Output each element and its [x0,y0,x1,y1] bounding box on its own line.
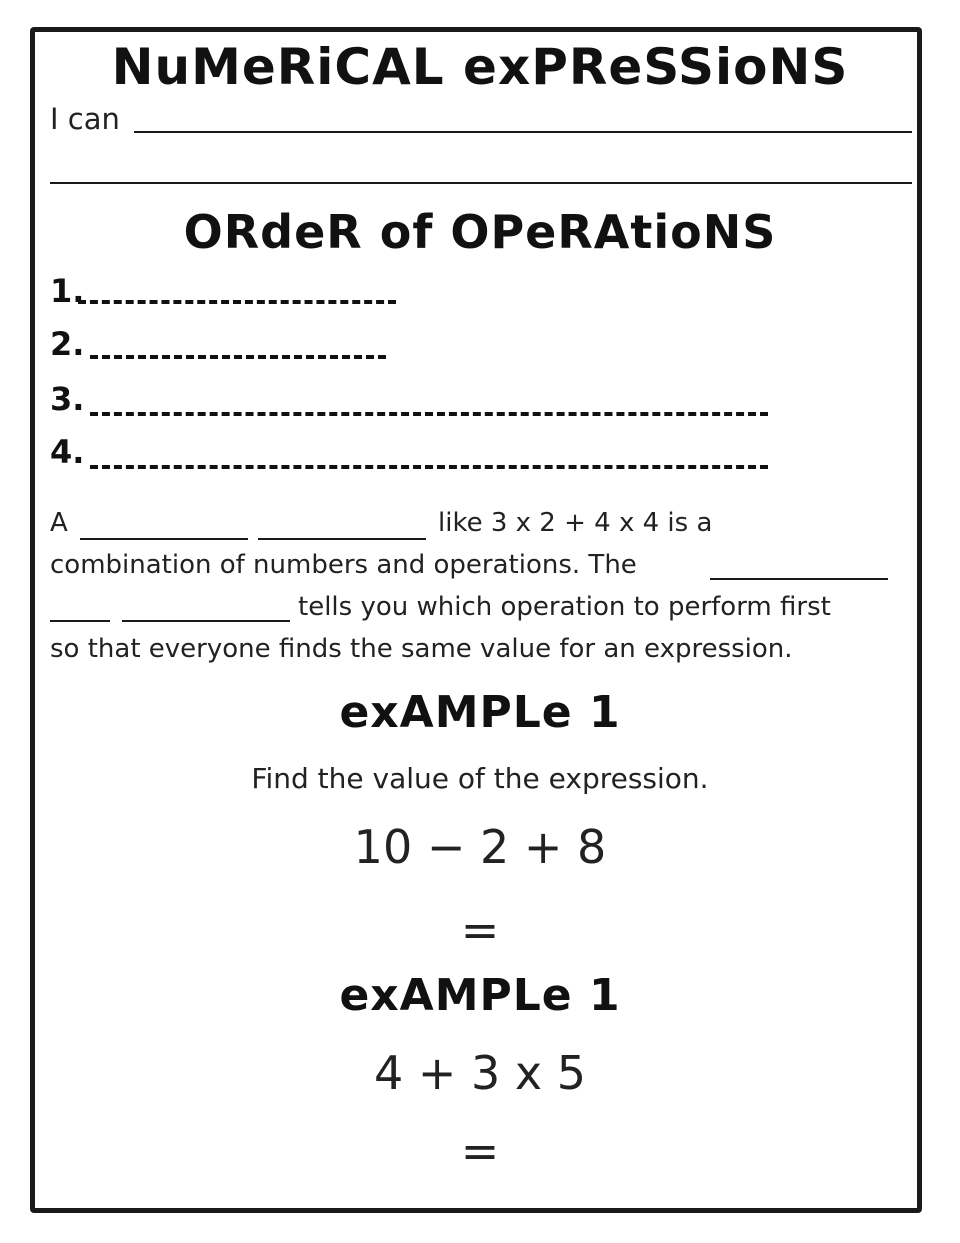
step-number-4: 4. [50,433,85,471]
step-blank-2[interactable] [90,355,386,359]
step-blank-1[interactable] [78,300,396,304]
objective-label: I can [50,102,120,136]
step-number-1: 1. [50,272,85,310]
definition-line2: combination of numbers and operations. The [50,550,637,580]
example-1-equals: = [460,903,500,957]
definition-line1-end: like 3 x 2 + 4 x 4 is a [438,508,713,538]
definition-blank-3[interactable] [710,578,888,580]
step-number-2: 2. [50,325,85,363]
definition-line4: so that everyone finds the same value for an expression. [50,634,793,664]
example-2-expression: 4 + 3 x 5 [373,1046,587,1100]
definition-blank-2[interactable] [258,538,426,540]
example-1-expression: 10 − 2 + 8 [353,820,607,874]
example-1-instruction: Find the value of the expression. [251,762,709,795]
step-blank-3[interactable] [90,412,768,416]
definition-line3-end: tells you which operation to perform first [298,592,831,622]
definition-start: A [50,508,68,538]
order-of-operations-heading: ORdeR of OPeRAtioNS [183,205,777,259]
step-number-3: 3. [50,380,85,418]
example-1-heading: exAMPLe 1 [339,687,621,738]
definition-blank-5[interactable] [122,620,290,622]
objective-answer-line-2[interactable] [50,182,912,184]
step-blank-4[interactable] [90,465,768,469]
example-2-equals: = [460,1124,500,1178]
objective-answer-line-1[interactable] [134,131,912,133]
definition-blank-1[interactable] [80,538,248,540]
definition-blank-4[interactable] [50,620,110,622]
worksheet-title: NuMeRiCAL exPReSSioNS [111,38,849,96]
example-2-heading: exAMPLe 1 [339,970,621,1021]
